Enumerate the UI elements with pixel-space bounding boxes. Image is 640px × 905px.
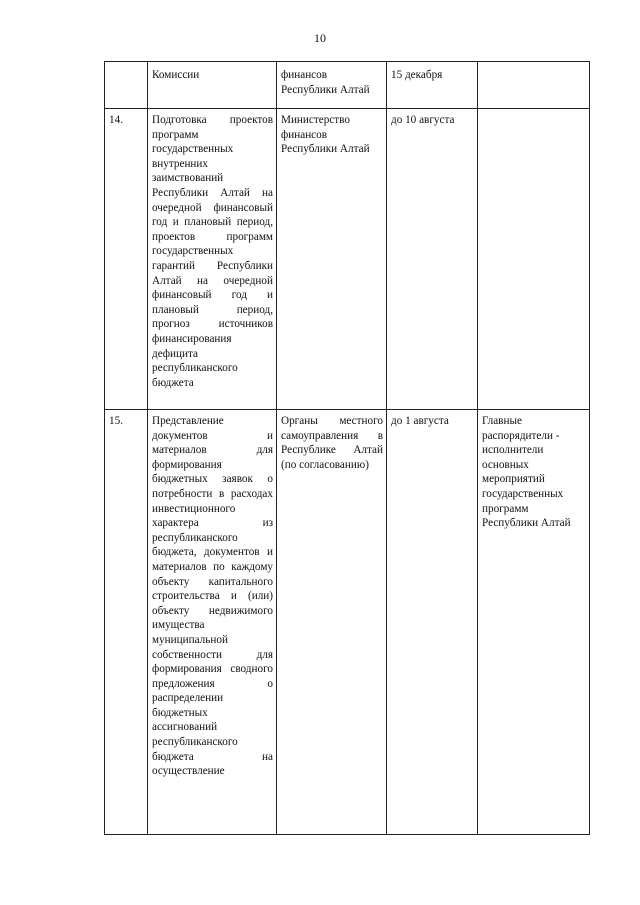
- deadline-cell: до 10 августа: [387, 109, 478, 410]
- coexecutors-cell: [478, 62, 590, 109]
- task-cell: Комиссии: [148, 62, 277, 109]
- responsible-cell: Органы местного самоуправления в Республике Алтай (по согласованию): [277, 410, 387, 835]
- deadline-cell: до 1 августа: [387, 410, 478, 835]
- page-number: 10: [314, 31, 326, 45]
- deadline-cell: 15 декабря: [387, 62, 478, 109]
- row-number-cell: 15.: [105, 410, 148, 835]
- row-number-cell: 14.: [105, 109, 148, 410]
- responsible-cell: Министерство финансов Республики Алтай: [277, 109, 387, 410]
- coexecutors-cell: [478, 109, 590, 410]
- table-row: [105, 62, 590, 109]
- table-row: [105, 109, 590, 410]
- coexecutors-cell: Главные распорядители - исполнители основных мероприятий государственных программ Республики Алтай: [478, 410, 590, 835]
- schedule-table: [104, 61, 590, 835]
- table-row: [105, 410, 590, 835]
- task-cell: Представление документов и материалов для формирования бюджетных заявок о потребности в расходах инвестиционного характера из республиканского бюджета, документов и материалов по каждому объекту капитального строительства и (или) объекту недвижимого имущества муниципальной собственности для формирования сводного предложения о распределении бюджетных ассигнований республиканского бюджета на осуществление: [148, 410, 277, 835]
- responsible-cell: финансов Республики Алтай: [277, 62, 387, 109]
- task-cell: Подготовка проектов программ государственных внутренних заимствований Республики Алтай на очередной финансовый год и плановый период, проектов программ государственных гарантий Республики Алтай на очередной финансовый год и плановый период, прогноз источников финансирования дефицита республиканского бюджета: [148, 109, 277, 410]
- row-number-cell: [105, 62, 148, 109]
